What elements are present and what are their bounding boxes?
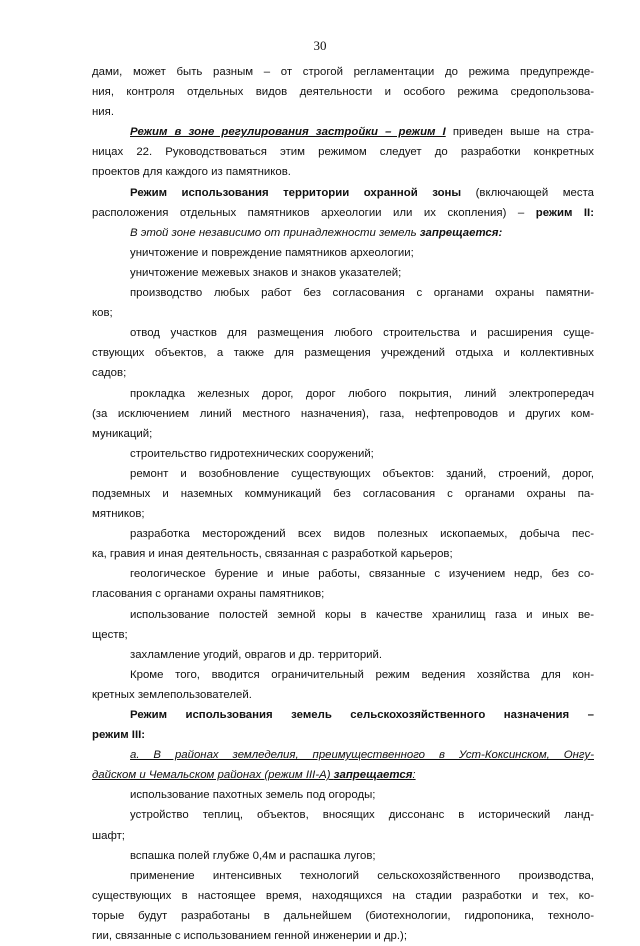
text-line bbox=[92, 785, 594, 805]
text-line bbox=[92, 444, 594, 464]
text-line bbox=[92, 625, 594, 645]
text-segment: запрещается bbox=[333, 769, 413, 782]
text-segment: применение интенсивных технологий сельскохозяйственного производства, bbox=[130, 869, 594, 882]
text-segment: расположения отдельных памятников археологии или их скопления) – bbox=[92, 206, 536, 219]
text-segment: муникаций; bbox=[92, 427, 153, 440]
text-line bbox=[92, 805, 594, 825]
text-line bbox=[92, 605, 594, 625]
text-segment: гии, связанные с использованием генной инженерии и др.); bbox=[92, 930, 408, 943]
text-line bbox=[92, 504, 594, 524]
text-segment: ния. bbox=[92, 106, 114, 119]
text-segment: вспашка полей глубже 0,4м и распашка лугов; bbox=[130, 849, 376, 862]
text-line bbox=[92, 303, 594, 323]
text-line bbox=[92, 906, 594, 926]
text-line bbox=[92, 584, 594, 604]
text-segment: режим III: bbox=[92, 729, 146, 742]
text-segment: подземных и наземных коммуникаций без согласования с органами охраны па- bbox=[92, 487, 594, 500]
text-segment: дами, может быть разным – от строгой регламентации до режима предупрежде- bbox=[92, 66, 594, 78]
text-line bbox=[92, 162, 594, 182]
text-line bbox=[92, 122, 594, 142]
text-line bbox=[92, 243, 594, 263]
text-segment: приведен выше на стра- bbox=[445, 126, 594, 139]
text-segment: торые будут разработаны в дальнейшем (биотехнологии, гидропоника, техноло- bbox=[92, 909, 594, 922]
text-line bbox=[92, 544, 594, 564]
text-line bbox=[92, 404, 594, 424]
text-line bbox=[92, 846, 594, 866]
text-line bbox=[92, 705, 594, 725]
text-line bbox=[92, 665, 594, 685]
text-line bbox=[92, 82, 594, 102]
text-line bbox=[92, 464, 594, 484]
text-line bbox=[92, 62, 594, 82]
text-segment: а. В районах земледелия, преимущественного в Уст-Коксинском, Онгу- bbox=[130, 749, 594, 762]
text-line bbox=[92, 203, 594, 223]
text-line bbox=[92, 183, 594, 203]
text-segment: садов; bbox=[92, 367, 127, 380]
text-segment: отвод участков для размещения любого строительства и расширения суще- bbox=[130, 327, 594, 340]
text-segment: захламление угодий, оврагов и др. территорий. bbox=[130, 648, 383, 661]
text-line bbox=[92, 645, 594, 665]
text-line bbox=[92, 725, 594, 745]
text-segment: (за исключением линий местного назначения), газа, нефтепроводов и других ком- bbox=[92, 407, 594, 420]
text-line bbox=[92, 343, 594, 363]
text-segment: Режим в зоне регулирования застройки – режим I bbox=[130, 126, 446, 139]
text-line bbox=[92, 484, 594, 504]
text-line bbox=[92, 102, 594, 122]
text-segment: В этой зоне независимо от принадлежности земель bbox=[130, 226, 420, 239]
text-line bbox=[92, 745, 594, 765]
text-line bbox=[92, 142, 594, 162]
text-segment: ществ; bbox=[92, 628, 128, 641]
text-segment: ствующих объектов, а также для размещения учреждений отдыха и коллективных bbox=[92, 347, 594, 360]
text-line bbox=[92, 424, 594, 444]
text-segment: использование пахотных земель под огороды; bbox=[130, 789, 376, 802]
text-line bbox=[92, 765, 594, 785]
text-segment: прокладка железных дорог, дорог любого покрытия, линий электропередач bbox=[130, 387, 594, 400]
text-segment: гласования с органами охраны памятников; bbox=[92, 588, 325, 601]
text-line bbox=[92, 886, 594, 906]
text-segment: разработка месторождений всех видов полезных ископаемых, добыча пес- bbox=[130, 528, 594, 541]
text-segment: строительство гидротехнических сооружений; bbox=[130, 447, 374, 460]
document-body bbox=[92, 62, 594, 946]
text-segment: режим II: bbox=[535, 206, 595, 219]
text-line bbox=[92, 363, 594, 383]
text-segment: ка, гравия и иная деятельность, связанная с разработкой карьеров; bbox=[92, 548, 453, 561]
text-line bbox=[92, 323, 594, 343]
text-segment: Режим использования земель сельскохозяйственного назначения – bbox=[130, 709, 594, 721]
text-segment: уничтожение и повреждение памятников археологии; bbox=[130, 246, 414, 259]
text-line bbox=[92, 283, 594, 303]
text-segment: ния, контроля отдельных видов деятельности и особого режима средопользова- bbox=[92, 86, 594, 99]
text-line bbox=[92, 926, 594, 946]
text-segment: Кроме того, вводится ограничительный режим ведения хозяйства для кон- bbox=[130, 668, 594, 681]
text-segment: уничтожение межевых знаков и знаков указателей; bbox=[130, 266, 402, 279]
text-segment: : bbox=[412, 769, 416, 782]
text-segment: дайском и Чемальском районах (режим III-А) bbox=[92, 769, 334, 782]
text-line bbox=[92, 384, 594, 404]
text-line bbox=[92, 263, 594, 283]
text-segment: ницах 22. Руководствоваться этим режимом следует до разработки конкретных bbox=[92, 146, 594, 159]
page-number: 30 bbox=[313, 38, 327, 53]
text-segment: кретных землепользователей. bbox=[92, 688, 252, 701]
text-segment: (включающей места bbox=[461, 186, 594, 199]
text-segment: ремонт и возобновление существующих объектов: зданий, строений, дорог, bbox=[130, 467, 594, 480]
text-segment: запрещается: bbox=[419, 226, 503, 239]
text-segment: производство любых работ без согласования с органами охраны памятни- bbox=[130, 287, 594, 300]
text-segment: существующих в настоящее время, находящихся на стадии разработки и тех, ко- bbox=[92, 889, 594, 902]
text-segment: проектов для каждого из памятников. bbox=[92, 166, 291, 179]
text-line bbox=[92, 685, 594, 705]
text-line bbox=[92, 826, 594, 846]
text-segment: геологическое бурение и иные работы, связанные с изучением недр, без со- bbox=[130, 568, 594, 581]
text-line bbox=[92, 564, 594, 584]
text-segment: мятников; bbox=[92, 508, 145, 521]
text-segment: шафт; bbox=[92, 829, 125, 842]
text-segment: ков; bbox=[92, 307, 113, 320]
text-line bbox=[92, 866, 594, 886]
text-segment: устройство теплиц, объектов, вносящих диссонанс в исторический ланд- bbox=[130, 809, 594, 822]
text-line bbox=[92, 223, 594, 243]
text-segment: использование полостей земной коры в качестве хранилищ газа и иных ве- bbox=[130, 608, 594, 621]
text-segment: Режим использования территории охранной зоны bbox=[130, 186, 462, 199]
text-line bbox=[92, 524, 594, 544]
